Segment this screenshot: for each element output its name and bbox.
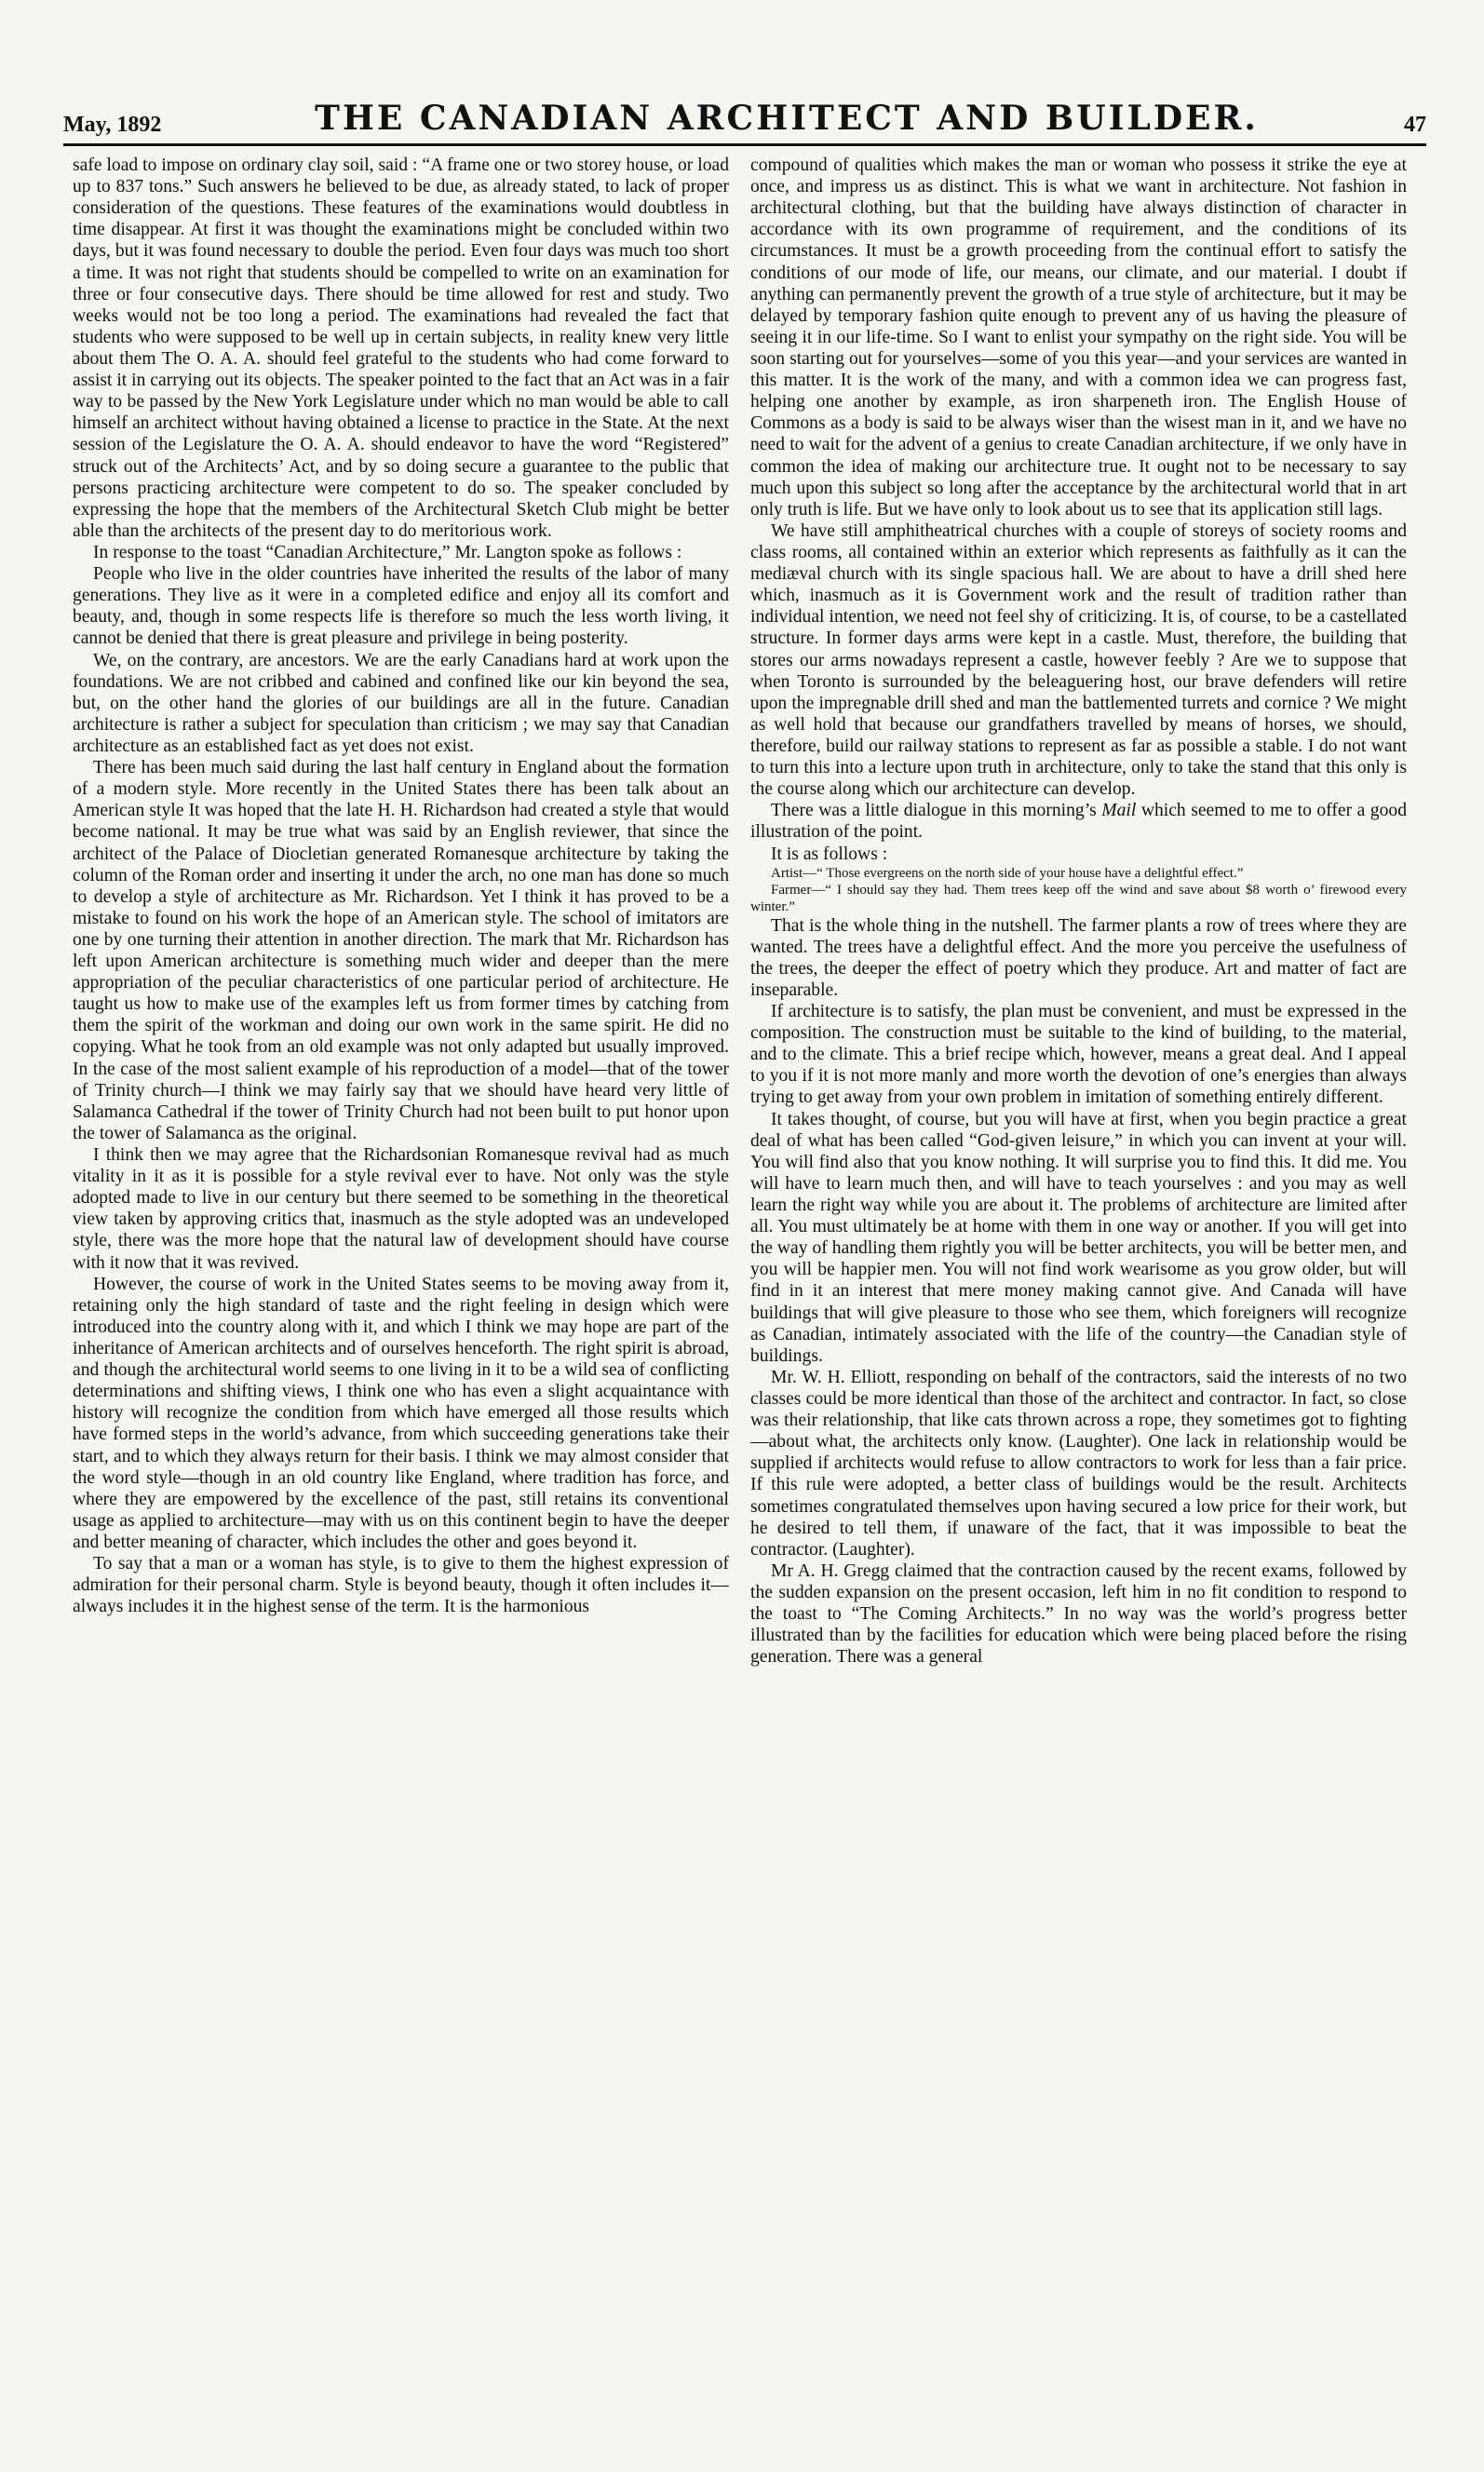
paragraph: In response to the toast “Canadian Architecture,” Mr. Langton spoke as follows : (93, 542, 682, 562)
publication-title: THE CANADIAN ARCHITECT AND BUILDER. (315, 99, 1259, 138)
paragraph: Mr. W. H. Elliott, responding on behalf of the contractors, said the interests of no two classes could be more identical than those of the architect and contractor. In fact, so close was their relationship, that like cats thrown across a rope, they sometimes got to fighting—about what, the architects only know. (Laughter). One lack in relationship would be supplied if architects would refuse to allow contractors to work for less than a fair price. If this rule were adopted, a better class of buildings would be the result. Architects sometimes congratulated themselves upon having secured a low price for their work, but he desired to tell them, if unaware of the fact, that it was impossible to beat the contractor. (Laughter). (750, 1367, 1407, 1560)
paragraph: We have still amphitheatrical churches with a couple of storeys of society rooms and class rooms, all contained within an exterior which represents as faithfully as it can the mediæval church with its single spacious hall. We are about to have a drill shed here which, inasmuch as it is Government work and the result of tradition rather than individual intention, we need not feel shy of criticizing. It is, of course, to be a castellated structure. In former days arms were kept in a castle. Must, therefore, the building that stores our arms nowadays represent a castle, however feebly ? Are we to suppose that when Toronto is surrounded by the beleaguering host, our brave defenders will retire upon the impregnable drill shed and man the battlemented turrets and cornice ? We might as well hold that because our grandfathers travelled by means of horses, we should, therefore, build our railway stations to represent as far as possible a stable. I do not want to turn this into a lecture upon truth in architecture, only to take the stand that this only is the course along which our architecture can develop. (750, 520, 1407, 800)
paragraph: We, on the contrary, are ancestors. We are the early Canadians hard at work upon the foundations. We are not cribbed and cabined and confined like our kin beyond the sea, but, on the other hand the glories of our buildings are all in the future. Canadian architecture is rather a subject for speculation than criticism ; we may say that Canadian architecture as an established fact as yet does not exist. (73, 650, 729, 756)
paragraph: If architecture is to satisfy, the plan must be convenient, and must be expressed in the composition. The construction must be suitable to the kind of building, to the material, and to the climate. This a brief recipe which, however, means a great deal. And I appeal to you if it is not more manly and more worth the devotion of one’s energies than always trying to get away from your own problem in imitation of something entirely different. (750, 1002, 1407, 1108)
paragraph: Mr A. H. Gregg claimed that the contraction caused by the recent exams, followed by the sudden expansion on the present occasion, left him in no fit condition to respond to the toast to “The Coming Architects.” In no way was the world’s progress better illustrated than by the facilities for education which were being placed before the rising generation. There was a general (750, 1560, 1407, 1668)
newspaper-name: Mail (1101, 801, 1137, 821)
paragraph: However, the course of work in the United States seems to be moving away from it, retaining only the high standard of taste and the right feeling in design which were introduced into the country along with it, and which I think we may hope are part of the inheritance of American architects and of ourselves henceforth. The right spirit is abroad, and though the architectural world seems to one living in it to be a wild sea of conflicting determinations and shifting views, I think one who has even a slight acquaintance with history will recognize the condition from which have emerged all those results which have formed steps in the world’s advance, from which succeeding generations take their start, and to which they always return for their basis. I think we may almost consider that the word style—though in an old country like England, where tradition has force, and where they are empowered by the excellence of the past, still retains its conventional usage as applied to architecture—may with us on this continent begin to have the deeper and better meaning of character, which includes the other and goes beyond it. (73, 1274, 729, 1552)
paragraph: I think then we may agree that the Richardsonian Romanesque revival had as much vitality in it as it is possible for a style revival ever to have. Not only was the style adopted made to live in our century but there seemed to be something in the theoretical view taken by approving critics that, inasmuch as the style adopted was an undeveloped style, there was the more hope that the natural law of development should have course with it now that it was revived. (73, 1145, 729, 1273)
paragraph: compound of qualities which makes the man or woman who possess it strike the eye at once, and impress us as distinct. This is what we want in architecture. Not fashion in architectural clothing, but that the building have always distinction of character in accordance with its own programme of requirement, and the conditions of its circumstances. It must be a growth proceeding from the continual effort to satisfy the conditions of our mode of life, our means, our climate, and our material. I doubt if anything can permanently prevent the growth of a true style of architecture, but it may be delayed by temporary fashion quite enough to prevent any of us having the pleasure of seeing it in our life-time. So I want to enlist your sympathy on the right side. You will be soon starting out for yourselves—some of you this year—and your services are wanted in this matter. It is the work of the many, and with a common idea we can progress fast, helping one another by example, as iron sharpeneth iron. The English House of Commons as a body is said to be always wiser than the wisest man in it, and we have no need to wait for the advent of a genius to create Canadian architecture, if we only have in common the idea of making our architecture true. It ought not to be necessary to say much upon this subject so long after the acceptance by the architectural world that in art only truth is life. But we have only to look about us to see that its application still lags. (750, 155, 1407, 520)
paragraph: It takes thought, of course, but you will have at first, when you begin practice a great deal of what has been called “God-given leisure,” in which you can invent at your will. You will find also that you know nothing. It will surprise you to find this. It did me. You will have to learn much then, and will have to teach yourselves : and you may as well learn the right way while you are about it. The problems of architecture are limited after all. You must ultimately be at home with them in one way or another. If you will get into the way of handling them rightly you will be better architects, you will be better men, and you will be happier men. You will not find work wearisome as you grow older, but will find in it an interest that mere money making cannot give. And Canada will have buildings that will give pleasure to those who see them, which foreigners will recognize as Canadian, intimately associated with the life of the country—the Canadian style of buildings. (750, 1109, 1407, 1366)
left-column (73, 155, 729, 2454)
dialogue-line-farmer: Farmer—“ I should say they had. Them trees keep off the wind and save about $8 worth o’ firewood every winter.” (750, 882, 1407, 914)
issue-date: May, 1892 (63, 113, 162, 137)
paragraph: safe load to impose on ordinary clay soil, said : “A frame one or two storey house, or load up to 837 tons.” Such answers he believed to be due, as already stated, to lack of proper consideration of the questions. These features of the examinations would doubtless in time disappear. At first it was thought the examinations might be concluded within two days, but it was found necessary to double the period. Even four days was much too short a time. It was not right that students should be compelled to write on an examination for three or four consecutive days. There should be time allowed for rest and study. Two weeks would not be too long a period. The examinations had revealed the fact that students who were supposed to be well up in certain subjects, in reality knew very little about them The O. A. A. should feel grateful to the students who had come forward to assist it in carrying out its objects. The speaker pointed to the fact that an Act was in a fair way to be passed by the New York Legislature under which no man would be able to call himself an architect without having obtained a license to practice in the State. At the next session of the Legislature the O. A. A. should endeavor to have the word “Registered” struck out of the Architects’ Act, and by so doing secure a guarantee to the public that persons practicing architecture were competent to do so. The speaker concluded by expressing the hope that the members of the Architectural Sketch Club might be better able than the architects of the present day to do meritorious work. (73, 155, 729, 541)
paragraph-text: which seemed to me to offer a good illustration of the point. (750, 801, 1407, 843)
paragraph: People who live in the older countries have inherited the results of the labor of many generations. They live as it were in a completed edifice and enjoy all its comfort and beauty, and, though in some respects life is therefore so much the less worth living, it cannot be denied that there is great pleasure and privilege in being posterity. (73, 564, 729, 649)
paragraph: That is the whole thing in the nutshell. The farmer plants a row of trees where they are wanted. The trees have a delightful effect. And the more you perceive the usefulness of the trees, the deeper the effect of poetry which they produce. Art and matter of fact are inseparable. (750, 915, 1407, 1000)
right-column (750, 155, 1407, 2454)
paragraph: There has been much said during the last half century in England about the formation of a modern style. More recently in the United States there has been talk about an American style It was hoped that the late H. H. Richardson had created a style that would become national. It may be true what was said by an English reviewer, that since the architect of the Palace of Diocletian generated Romanesque architecture by taking the column of the Roman order and inserting it under the arch, no one man has done so much to develop a style of architecture as Mr. Richardson. Yet I think it has proved to be a mistake to found on his work the hope of an American style. The school of imitators are one by one turning their attention in another direction. The mark that Mr. Richardson has left upon American architecture is something much wider and deeper than the mere appropriation of the peculiar characteristics of one particular period of architecture. He taught us how to make use of the examples left us from former times by catching from them the spirit of the workman and doing our own work in the same spirit. He did no copying. What he took from an old example was not only adapted but usually improved. In the case of the most salient example of his reproduction of a model—that of the tower of Trinity church—I think we may fairly say that we should have heard very little of Salamanca Cathedral if the tower of Trinity Church had not been built to put honor upon the tower of Salamanca as the original. (73, 758, 729, 1143)
paragraph: To say that a man or a woman has style, is to give to them the highest expression of admiration for their personal charm. Style is beyond beauty, though it often includes it—always includes it in the highest sense of the term. It is the harmonious (73, 1554, 729, 1617)
paragraph (750, 800, 1407, 843)
paragraph-text: There was a little dialogue in this morning’s (771, 801, 1102, 821)
page-number: 47 (1404, 113, 1426, 137)
masthead (63, 91, 1426, 146)
dialogue-line-artist: Artist—“ Those evergreens on the north side of your house have a delightful effect.” (771, 865, 1244, 881)
paragraph: It is as follows : (771, 844, 888, 864)
